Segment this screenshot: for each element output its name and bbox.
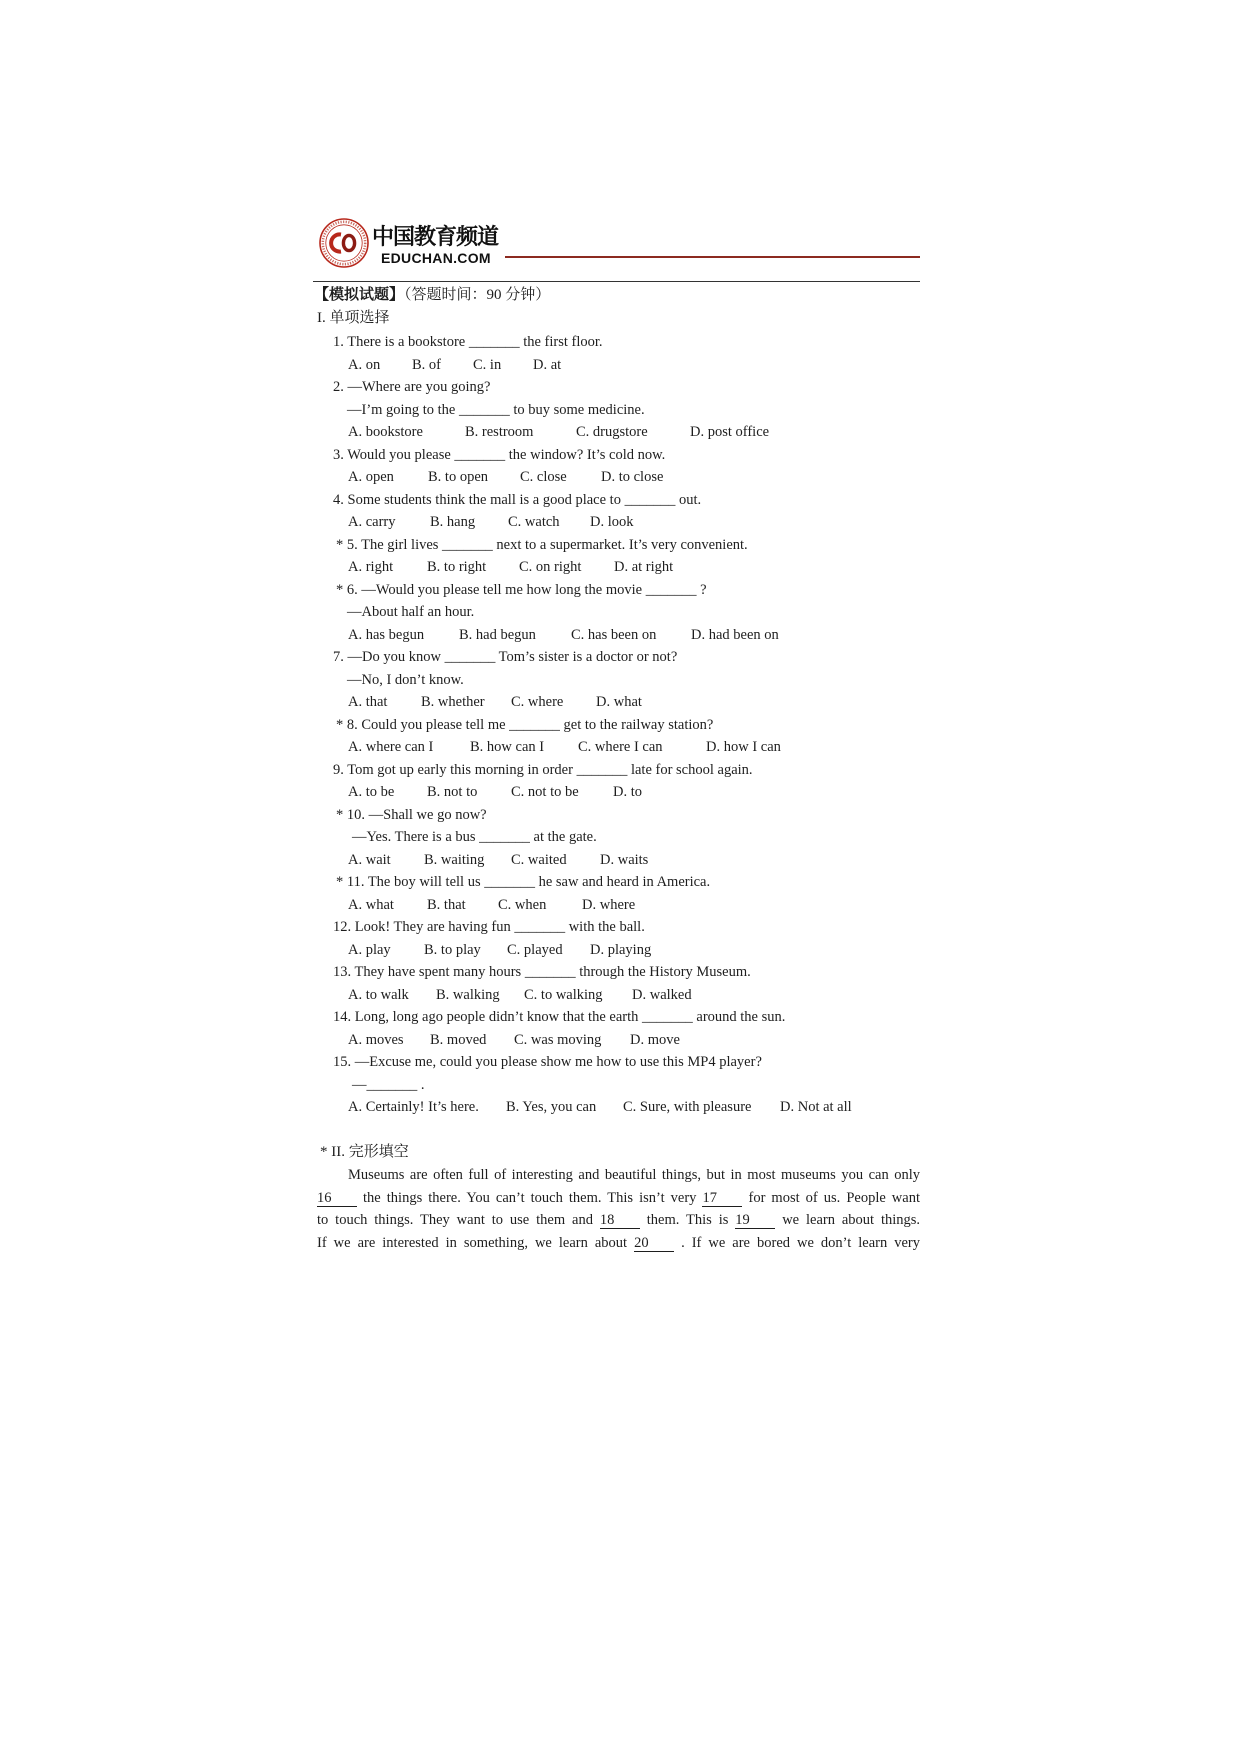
question-7-options: [0, 691, 1241, 714]
option-1-c: C. in: [473, 356, 502, 373]
question-2-options: [0, 421, 1241, 444]
option-12-b: B. to play: [424, 941, 481, 958]
option-12-a: A. play: [348, 941, 391, 958]
option-15-d: D. Not at all: [780, 1099, 852, 1115]
option-15-c: C. Sure, with pleasure: [623, 1099, 752, 1115]
option-2-a: A. bookstore: [348, 424, 423, 440]
option-5-d: D. at right: [614, 559, 674, 575]
option-10-b: B. waiting: [424, 851, 485, 868]
option-6-c: C. has been on: [571, 626, 657, 643]
option-2-b: B. restroom: [465, 424, 534, 440]
section-2-heading: * II. 完形填空: [320, 1144, 409, 1160]
question-10-stem: * 10. —Shall we go now?: [336, 806, 487, 823]
question-5-options: [0, 556, 1241, 579]
option-2-c: C. drugstore: [576, 424, 648, 440]
question-14-options: [0, 1029, 1241, 1052]
option-10-a: A. wait: [348, 851, 391, 868]
option-9-b: B. not to: [427, 784, 478, 800]
passage-text: the things there. You can’t touch them. This isn’t very: [363, 1189, 697, 1206]
question-15-stem: 15. —Excuse me, could you please show me how to use this MP4 player?: [333, 1054, 762, 1070]
blank-20: 20: [634, 1236, 674, 1252]
option-7-a: A. that: [348, 694, 388, 710]
passage-text: If we are interested in something, we learn about: [317, 1234, 628, 1251]
option-1-d: D. at: [533, 356, 562, 373]
question-13-stem: 13. They have spent many hours _______ through the History Museum.: [333, 964, 751, 980]
logo-name-en: EDUCHAN.COM: [381, 250, 491, 266]
passage-line-1: [317, 1164, 920, 1187]
section-multiple-choice: [0, 331, 1241, 1119]
passage-line-4: [317, 1232, 920, 1255]
option-6-a: A. has begun: [348, 626, 425, 643]
option-10-d: D. waits: [600, 851, 649, 868]
option-3-d: D. to close: [601, 469, 664, 485]
question-14-stem: 14. Long, long ago people didn’t know that the earth _______ around the sun.: [333, 1009, 786, 1025]
header-rule-red: [505, 256, 920, 258]
question-10-options: [0, 849, 1241, 872]
passage-text: . If we are bored we don’t learn very: [681, 1234, 921, 1251]
option-9-c: C. not to be: [511, 784, 579, 800]
passage-text: for most of us. People want: [748, 1189, 920, 1206]
passage-text: them. This is: [646, 1212, 729, 1228]
question-7-line-2: —No, I don’t know.: [347, 671, 464, 688]
option-13-b: B. walking: [436, 986, 500, 1003]
question-1-options: [0, 354, 1241, 377]
option-3-a: A. open: [348, 469, 394, 485]
question-8-stem: * 8. Could you please tell me _______ get to the railway station?: [336, 716, 714, 733]
option-11-b: B. that: [427, 896, 466, 913]
option-10-c: C. waited: [511, 851, 567, 868]
question-9-stem: 9. Tom got up early this morning in order _______ late for school again.: [333, 761, 753, 778]
question-7-stem: 7. —Do you know _______ Tom’s sister is a doctor or not?: [333, 649, 678, 665]
passage-text: to touch things. They want to use them and: [317, 1212, 593, 1228]
page-title: [314, 285, 550, 305]
educhan-emblem-icon: [318, 217, 370, 269]
option-2-d: D. post office: [690, 424, 770, 440]
title-time-note: （答题时间：90 分钟）: [404, 287, 551, 303]
header-rule-black: [313, 281, 920, 282]
option-7-d: D. what: [596, 694, 642, 710]
question-3-stem: 3. Would you please _______ the window? It’s cold now.: [333, 446, 666, 463]
question-15-options: [0, 1096, 1241, 1119]
option-14-a: A. moves: [348, 1031, 404, 1048]
option-14-b: B. moved: [430, 1031, 487, 1048]
option-15-a: A. Certainly! It’s here.: [348, 1099, 479, 1115]
option-9-d: D. to: [613, 784, 642, 800]
option-8-c: C. where I can: [578, 739, 663, 755]
question-3-options: [0, 466, 1241, 489]
question-4-options: [0, 511, 1241, 534]
question-13-options: [0, 984, 1241, 1007]
option-13-a: A. to walk: [348, 986, 409, 1003]
passage-line-3: [317, 1209, 920, 1232]
option-12-c: C. played: [507, 941, 563, 958]
option-12-d: D. playing: [590, 941, 652, 958]
question-1-stem: 1. There is a bookstore _______ the first floor.: [333, 334, 603, 350]
blank-17: 17: [702, 1191, 742, 1207]
question-4-stem: 4. Some students think the mall is a good place to _______ out.: [333, 491, 702, 508]
option-13-d: D. walked: [632, 986, 692, 1003]
option-14-d: D. move: [630, 1031, 680, 1048]
question-6-options: [0, 624, 1241, 647]
title-label: 【模拟试题】: [314, 287, 405, 303]
option-8-a: A. where can I: [348, 739, 434, 755]
option-8-b: B. how can I: [470, 739, 545, 755]
logo-name-cn: 中国教育频道: [372, 225, 499, 250]
option-4-a: A. carry: [348, 514, 396, 530]
option-7-b: B. whether: [421, 694, 485, 710]
passage-line-2: [317, 1187, 920, 1210]
option-1-a: A. on: [348, 356, 381, 373]
option-9-a: A. to be: [348, 784, 395, 800]
option-4-c: C. watch: [508, 514, 560, 530]
question-6-line-2: —About half an hour.: [347, 604, 475, 620]
option-15-b: B. Yes, you can: [506, 1099, 597, 1115]
question-5-stem: * 5. The girl lives _______ next to a supermarket. It’s very convenient.: [336, 536, 748, 553]
option-3-b: B. to open: [428, 469, 489, 485]
question-2-stem: 2. —Where are you going?: [333, 379, 491, 395]
blank-18: 18: [600, 1213, 640, 1229]
option-7-c: C. where: [511, 694, 564, 710]
blank-16: 16: [317, 1191, 357, 1207]
passage-text: we learn about things.: [782, 1212, 921, 1228]
question-11-stem: * 11. The boy will tell us _______ he saw and heard in America.: [336, 874, 711, 890]
option-4-b: B. hang: [430, 514, 476, 530]
option-11-a: A. what: [348, 896, 394, 913]
cloze-passage: [317, 1164, 920, 1254]
option-8-d: D. how I can: [706, 739, 781, 755]
option-6-b: B. had begun: [459, 626, 536, 643]
option-5-b: B. to right: [427, 559, 487, 575]
question-15-line-2: —_______ .: [352, 1076, 425, 1093]
question-8-options: [0, 736, 1241, 759]
question-10-line-2: —Yes. There is a bus _______ at the gate.: [352, 829, 597, 845]
question-12-stem: 12. Look! They are having fun _______ with the ball.: [333, 919, 645, 935]
section-1-heading: I. 单项选择: [317, 310, 390, 326]
option-11-d: D. where: [582, 896, 636, 913]
option-5-c: C. on right: [519, 559, 582, 575]
option-13-c: C. to walking: [524, 986, 603, 1003]
question-9-options: [0, 781, 1241, 804]
option-3-c: C. close: [520, 469, 567, 485]
option-14-c: C. was moving: [514, 1031, 602, 1048]
option-1-b: B. of: [412, 356, 441, 373]
option-4-d: D. look: [590, 514, 634, 530]
passage-text: Museums are often full of interesting and beautiful things, but in most museums you can only: [348, 1167, 920, 1183]
question-2-line-2: —I’m going to the _______ to buy some medicine.: [347, 401, 645, 418]
question-12-options: [0, 939, 1241, 962]
option-6-d: D. had been on: [691, 626, 779, 643]
option-5-a: A. right: [348, 559, 394, 575]
option-11-c: C. when: [498, 896, 547, 913]
question-11-options: [0, 894, 1241, 917]
question-6-stem: * 6. —Would you please tell me how long the movie _______ ?: [336, 581, 707, 598]
blank-19: 19: [735, 1213, 775, 1229]
